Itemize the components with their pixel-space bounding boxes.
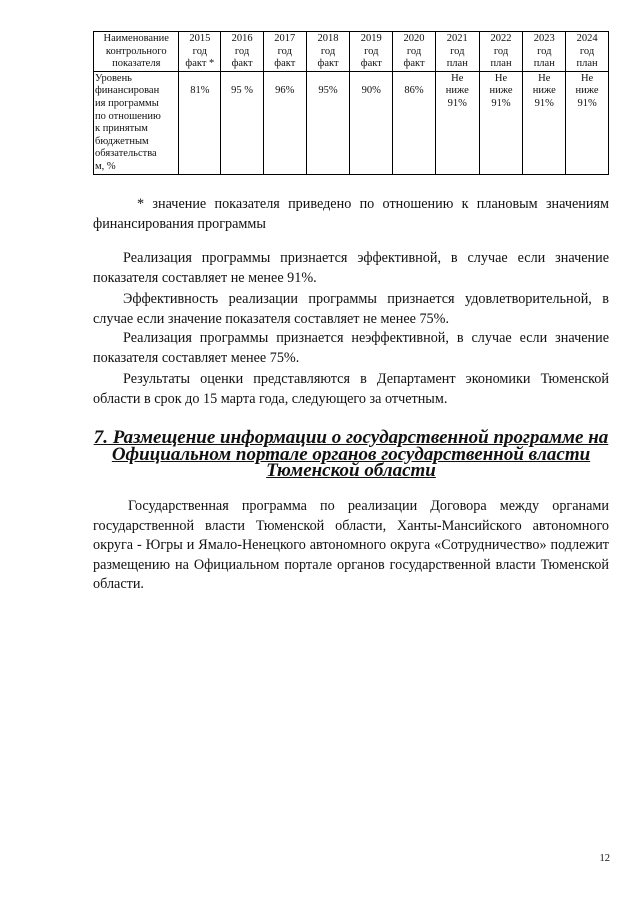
header-year-2015: 2015 год факт *: [179, 32, 221, 72]
header-indicator-name: Наименование контрольного показателя: [94, 32, 179, 72]
header-year-2024: 2024 год план: [566, 32, 609, 72]
section-title: 7. Размещение информации о государственной программе на Официальном портале органов государственной власти Тюменской области: [93, 427, 609, 481]
value-2024: Не ниже 91%: [566, 71, 609, 174]
footnote: * значение показателя приведено по отношению к плановым значениям финансирования программы: [93, 196, 609, 232]
header-year-2023: 2023 год план: [523, 32, 566, 72]
value-2021: Не ниже 91%: [435, 71, 479, 174]
header-year-2020: 2020 год факт: [393, 32, 436, 72]
row-label-funding-level: Уровень финансирован ия программы по отношению к принятым бюджетным обязательства м, %: [94, 71, 179, 174]
value-2020: 86%: [393, 71, 436, 174]
table-row: [94, 71, 609, 174]
header-year-2019: 2019 год факт: [350, 32, 393, 72]
header-year-2021: 2021 год план: [435, 32, 479, 72]
value-2017: 96%: [263, 71, 306, 174]
indicator-table: [93, 31, 609, 175]
section-body: Государственная программа по реализации Договора между органами государственной власти Тюменской области, Ханты-Мансийского автономного округа - Югры и Ямало-Ненецкого автономного округа «Сотрудничество» подлежит размещению на Официальном портале органов государственной власти Тюменской области.: [93, 498, 609, 592]
value-2023: Не ниже 91%: [523, 71, 566, 174]
header-year-2016: 2016 год факт: [221, 32, 264, 72]
value-2022: Не ниже 91%: [479, 71, 523, 174]
table-header-row: [94, 32, 609, 72]
value-2016: 95 %: [221, 71, 264, 174]
value-2018: 95%: [306, 71, 350, 174]
paragraph-effective: Реализация программы признается эффективной, в случае если значение показателя составляет не менее 91%.: [93, 250, 609, 286]
paragraph-results: Результаты оценки представляются в Департамент экономики Тюменской области в срок до 15 марта года, следующего за отчетным.: [93, 371, 609, 407]
header-year-2022: 2022 год план: [479, 32, 523, 72]
value-2019: 90%: [350, 71, 393, 174]
value-2015: 81%: [179, 71, 221, 174]
paragraph-ineffective: Реализация программы признается неэффективной, в случае если значение показателя составляет менее 75%.: [93, 330, 609, 366]
paragraph-satisfactory: Эффективность реализации программы признается удовлетворительной, в случае если значение показателя составляет не менее 75%.: [93, 291, 609, 327]
header-year-2017: 2017 год факт: [263, 32, 306, 72]
header-year-2018: 2018 год факт: [306, 32, 350, 72]
page-number: 12: [599, 853, 610, 864]
